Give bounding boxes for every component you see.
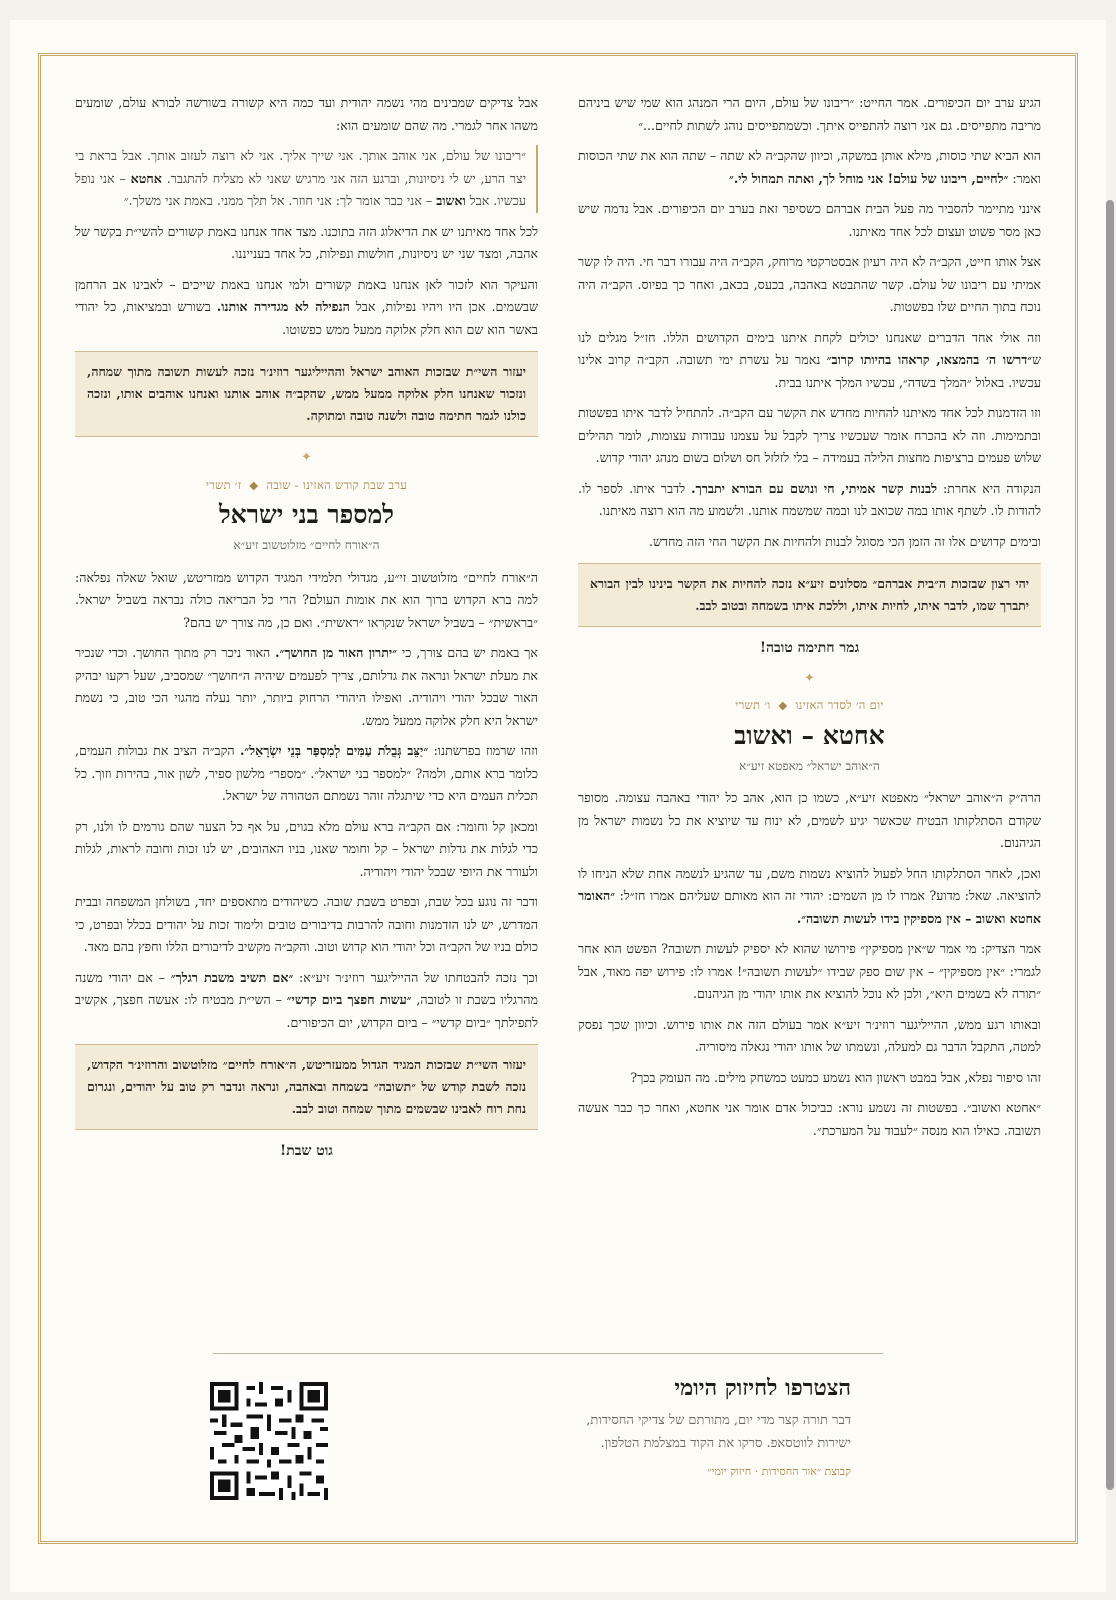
paragraph: ודבר זה נוגע בכל שבת, ובפרט בשבת שובה. כשיהודים מתאספים יחד, בשולחן המשפחה ובבית המדרש, יש לנו הזדמנות וחובה להרבות בדיבורים טובים ולימוד זכות על יהודים בכלל ובפרט, כי כולם בניו של הקב״ה וכל יהודי הוא קדוש וטוב. והקב״ה מקשיב לדיבורים הללו וחפץ בהם מאד.: [75, 894, 538, 954]
article-title: למספר בני ישראל: [218, 500, 395, 529]
paragraph: ה״אורח לחיים״ מזלוטשוב זי״ע, מגדולי תלמידי המגיד הקדוש ממזריטש, שואל שאלה נפלאה: למה ברא הקדוש ברוך הוא את אומות העולם? הרי כל הבריאה כולה נבראה בשביל ישראל. ״בראשית״ – בשביל ישראל שנקראו ״ראשית״. ואם כן, מה צורך יש בהם?: [75, 569, 538, 630]
paragraph: אמר הצדיק: מי אמר ש״אין מספיקין״ פירושו שהוא לא יספיק לעשות תשובה? הפשט הוא אחר לגמרי: ״אין מספיקין״ – אין שום ספק שבידו ״לעשות תשובה״! אמרו לו: פירוש יפה מאוד, אבל ״תורה לא בשמים היא״, ולכן לא נוכל להוציא את אותו יהודי מן הגיהנום.: [578, 941, 1041, 1001]
article-byline: ה״אורח לחיים״ מזלוטשוב זיע״א: [233, 538, 380, 552]
blessing-callout: יעזור השי״ת שבזכות המגיד הגדול ממעזריטש, ה״אורח לחיים״ מזלוטשוב והרוזינ׳ר הקדוש, נזכה לשבת קודש של ״תשובה״ בשמחה ובאהבה, ונראה ונדבר רק טוב על יהודים, ונגרום נחת רוח לאבינו שבשמים מתוך שמחה וטוב לבב.: [75, 1044, 538, 1130]
diamond-ornament-icon: ✦: [804, 670, 815, 686]
paragraph: הוא הביא שתי כוסות, מילא אותן במשקה, וכיוון שהקב״ה לא שתה – שתה הוא את שתי הכוסות ואמר: ״לחיים, ריבונו של עולם! אני מוחל לך, ואתה תמחול לי.״: [578, 148, 1041, 186]
paragraph: ומכאן קל וחומר: אם הקב״ה ברא עולם מלא בגוים, על אף כל הצער שהם גורמים לו ולנו, רק כדי לגלות את גדלות ישראל – קל וחומר שאנו, בניו האהובים, יש לנו זכות וחובה לראות, לגלות ולעורר את היופי שבכל יהודי ויהודיה.: [75, 818, 538, 879]
footer-promo: [431, 1375, 851, 1478]
closing-line: גמר חתימה טובה!: [759, 640, 860, 656]
right-column: [578, 92, 1041, 1150]
footer-desc-line: ישירות לווטסאפ. סרקו את הקוד במצלמת הטלפון.: [600, 1436, 851, 1451]
paragraph: זהו סיפור נפלא, אבל במבט ראשון הוא נשמע כמעט כמשחק מילים. מה העומק בכך?: [630, 1069, 1041, 1085]
paragraph: וכך נזכה להבטחתו של ההייליגער רוזינ׳ר זיע״א: ״אם תשיב משבת רגלך״ – אם יהודי משנה מהרגליו בשבת זו לטובה, ״עשות חפצך ביום קדשי״ – השי״ת מבטיח לו: אעשה חפצך, אקשיב לתפילתך ״ביום קדשי״ – ביום הקדוש, יום הכיפורים.: [75, 969, 539, 1030]
paragraph: והעיקר הוא לזכור לאן אנחנו באמת קשורים ולמי אנחנו באמת שייכים – לאבינו אב הרחמן שבשמים. אכן היו ויהיו נפילות, אבל הנפילה לא מגדירה אותנו. בשורש ובמציאות, כל יהודי באשר הוא שם הוא חלק אלוקה ממעל ממש כפשוטו.: [75, 276, 538, 337]
article-date: ערב שבת קודש האזינו - שובה ◆ ז׳ תשרי: [205, 477, 408, 492]
paragraph: אך באמת יש בהם צורך, כי ״יתרון האור מן החושך״. האור ניכר רק מתוך החושך. וכדי שנכיר את מעלת ישראל ונראה את גדלותם, צריך לפעמים שיהיה ה״חושך״ שמסביב, שעל רקעו יבהיק האור שבכל יהודי ויהודיה. ואפילו היהודי הרחוק ביותר, יותר נעלה מהגוי הכי טוב, כי נשמת ישראל היא חלק אלוקה ממעל ממש.: [75, 645, 538, 728]
footer-desc-line: דבר תורה קצר מדי יום, מתורתם של צדיקי החסידות,: [586, 1413, 851, 1428]
diamond-ornament-icon: ✦: [301, 450, 312, 465]
paragraph: אינני מתיימר להסביר מה פעל הבית אברהם כשסיפר זאת בערב יום הכיפורים. אבל נדמה שיש כאן מסר פשוט ועצום לכל אחד מאיתנו.: [578, 201, 1041, 239]
article-title: אחטא – ואשוב: [734, 720, 885, 750]
footer-divider: [213, 1353, 883, 1354]
prayer-quote: ״ריבונו של עולם, אני אוהב אותך. אני שייך אליך. אני לא רוצה לעזוב אותך. אבל בראת בי יצר הרע, יש לי ניסיונות, וברגע הזה אני מרגיש שאני לא מצליח להתגבר. אחטא – אני נופל עכשיו. אבל ואשוב – אני כבר אומר לך: אני חוזר. אל תלך ממני. באמת אני משלך.״: [75, 145, 538, 213]
footer-credit: קבוצת ״אור החסידות · חיזוק יומי״: [707, 1465, 851, 1478]
paragraph: אבל צדיקים שמבינים מהי נשמה יהודית ועד כמה היא קשורה בשורשה לבורא עולם, שומעים משהו אחר לגמרי. מה שהם שומעים הוא:: [75, 95, 539, 133]
paragraph: וזו הזדמנות לכל אחד מאיתנו להחיות מחדש את הקשר עם הקב״ה. להתחיל לדבר איתו בפשטות ובתמימות. וזה לא בהכרח אומר שעכשיו צריך לקבל על עצמנו עבודות עצומות, לומר תהילים שלוש פעמים ברציפות מחצות הלילה בעמידה – בלי לזלזל חס ושלום בשום מנהג יהודי קדוש.: [578, 405, 1041, 465]
paragraph: וזהו שרמוז בפרשתנו: ״יַצֵּב גְּבֻלֹת עַמִּים לְמִסְפַּר בְּנֵי יִשְׂרָאֵל״. הקב״ה הציב את גבולות העמים, כלומר ברא אותם, ולמה? ״למספר בני ישראל״. ״מספר״ מלשון ספיר, לשון אור, בהירות וזוך. כל תכלית העמים היא כדי שיתגלה זוהר נשמתם הטהורה של ישראל.: [75, 743, 538, 803]
footer-title: הצטרפו לחיזוק היומי: [674, 1375, 851, 1401]
left-column: [75, 92, 538, 1171]
scrollbar[interactable]: [1106, 200, 1114, 1490]
blessing-callout: יהי רצון שבזכות ה״בית אברהם״ מסלונים זיע״א נזכה להחיות את הקשר בינינו לבין הבורא יתברך שמו, לדבר איתו, לחיות איתו, וללכת איתו בשמחה ובטוב לבב.: [578, 563, 1041, 627]
paragraph: ובימים קדושים אלו זה הזמן הכי מסוגל לבנות ולהחיות את הקשר החי הזה מחדש.: [648, 533, 1041, 549]
paragraph: הרה״ק ה״אוהב ישראל״ מאפטא זיע״א, כשמו כן הוא, אהב כל יהודי באהבה עצומה. מסופר שקודם הסתלקותו הבטיח שכאשר יגיע לשמים, לא ינוח עד שיוציא את כל נשמות ישראל מן הגיהנום.: [578, 790, 1041, 850]
paragraph: וזה אולי אחד הדברים שאנחנו יכולים לקחת איתנו בימים הקדושים הללו. חז״ל מגלים לנו ש״דרשו ה׳ בהמצאו, קראהו בהיותו קרוב״ נאמר על עשרת ימי תשובה. הקב״ה קרוב אלינו עכשיו. באלול ״המלך בשדה״, עכשיו המלך איתנו בבית.: [578, 329, 1041, 390]
blessing-callout: יעזור השי״ת שבזכות האוהב ישראל וההייליגער רוזינ׳ר נזכה לעשות תשובה מתוך שמחה, ונזכור שאנחנו חלק אלוקה ממעל ממש, שהקב״ה אוהב אותנו ואנחנו אוהבים אותו, ונזכה כולנו לגמר חתימה טובה ולשנה טובה ומתוקה.: [75, 351, 538, 437]
paragraph: לכל אחד מאיתנו יש את הדיאלוג הזה בתוכנו. מצד אחד אנחנו באמת קשורים להשי״ת בקשר של אהבה, ומצד שני יש ניסיונות, חולשות ונפילות, כל אחד בענייננו.: [75, 223, 538, 261]
qr-code-icon[interactable]: [210, 1382, 328, 1500]
paragraph: אצל אותו חייט, הקב״ה לא היה רעיון אבסטרקטי מרוחק, הקב״ה היה עבורו דבר חי. היה לו קשר אמיתי עם ריבונו של עולם. קשר שהתבטא באהבה, בכעס, בכאב, ואחר כך בפיוס. הקב״ה היה נוכח בתוך החיים שלו בפשטות.: [578, 254, 1041, 314]
paragraph: ״אחטא ואשוב״. בפשטות זה נשמע נורא: כביכול אדם אומר אני אחטא, ואחר כך כבר אעשה תשובה. כאילו הוא מנסה ״לעבוד על המערכת״.: [578, 1100, 1041, 1138]
footer-description: [431, 1409, 851, 1455]
article-byline: ה״אוהב ישראל״ מאפטא זיע״א: [739, 758, 880, 773]
closing-line: גוט שבת!: [280, 1143, 333, 1159]
paragraph: ובאותו רגע ממש, ההייליגער רוזינ׳ר זיע״א אמר בעולם הזה את אותו פירוש. וכיוון שכך נפסק למטה, התקבל הדבר גם למעלה, ונשמתו של אותו יהודי נגאלה מיסוריה.: [578, 1016, 1041, 1054]
paragraph: הנקודה היא אחרת: לבנות קשר אמיתי, חי ונושם עם הבורא יתברך. לדבר איתו. לספר לו. להודות לו. לשתף אותו במה שכואב לנו ובמה שמשמח אותנו. ולשמוע מה הוא רוצה מאיתנו.: [578, 480, 1041, 518]
article-date: יום ה׳ לסדר האזינו ◆ ו׳ תשרי: [735, 698, 884, 712]
paragraph: ואכן, לאחר הסתלקותו החל לפעול להוציא נשמות משם, עד שהגיע לנשמה אחת שלא הניחו לו להוציאה. שאל: מדוע? אמרו לו מן השמים: יהודי זה הוא מאותם שעליהם אמרו חז״ל: ״האומר אחטא ואשוב – אין מספיקין בידו לעשות תשובה״.: [578, 865, 1041, 926]
paragraph: הגיע ערב יום הכיפורים. אמר החייט: ״ריבונו של עולם, היום הרי המנהג הוא שמי שיש ביניהם מריבה מתפייסים. גם אני רוצה להתפייס איתך. וכשמתפייסים נוהג לשתות לחיים...״: [578, 95, 1041, 133]
